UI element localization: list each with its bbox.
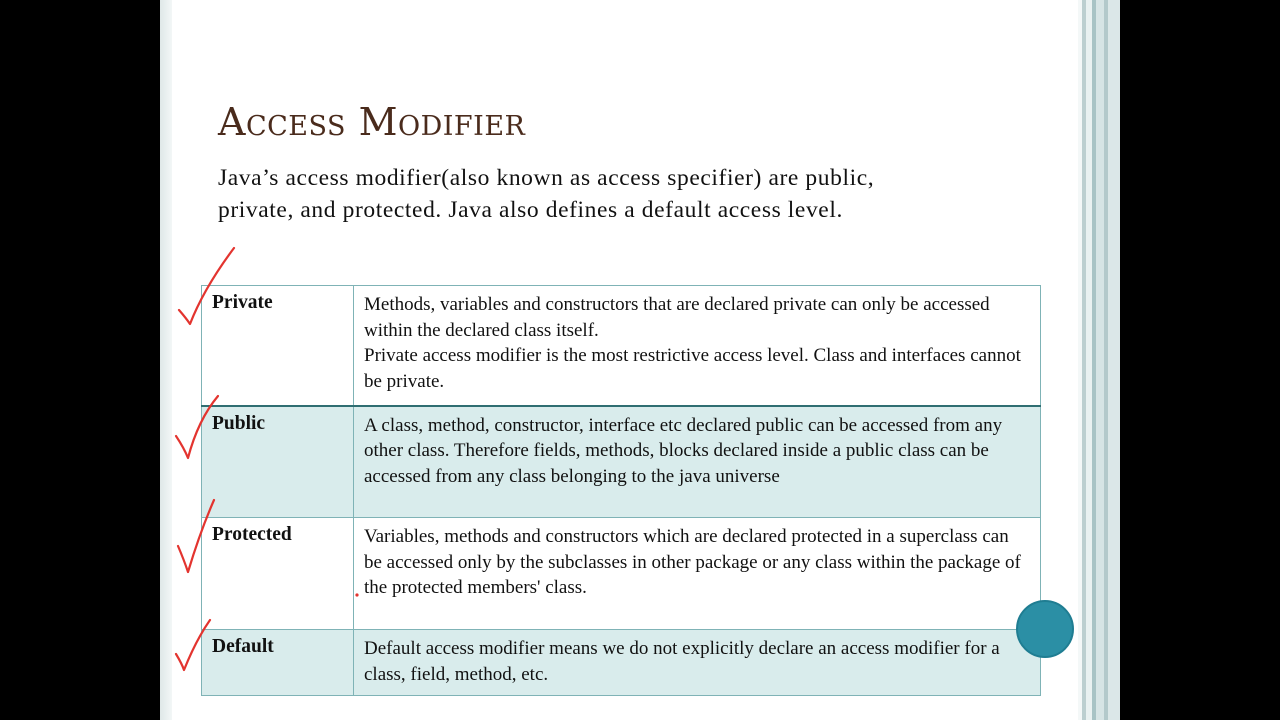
row-desc-default-line-1: Default access modifier means we do not explicitly declare an access modifier for a class, field, method, etc. [364,638,1000,685]
slide-title: Access Modifier [218,100,526,144]
table-row-private [202,286,1041,406]
row-desc-private [354,286,1041,406]
row-desc-public-line-1: A class, method, constructor, interface etc declared public can be accessed from any other class. Therefore fields, methods, blocks declared inside a public class can be accessed from any class belonging to the java universe [364,414,1003,487]
row-name-private: Private [202,286,354,406]
row-desc-protected [354,518,1041,630]
row-desc-protected-line-1: Variables, methods and constructors which are declared protected in a superclass can be accessed only by the subclasses in other package or any class within the package of the protected members' class. [364,526,1021,598]
slide-frame-left [160,0,172,720]
row-name-public: Public [202,406,354,518]
slide [160,0,1120,720]
row-name-protected: Protected [202,518,354,630]
row-desc-private-line-2: Private access modifier is the most restrictive access level. Class and interfaces cannot be private. [364,345,1021,392]
row-desc-private-line-1: Methods, variables and constructors that are declared private can only be accessed within the declared class itself. [364,294,990,341]
row-name-default: Default [202,630,354,696]
row-desc-default [354,630,1041,696]
slide-frame-right [1078,0,1120,720]
circle-nav-icon[interactable] [1016,600,1074,658]
access-modifier-table [201,285,1041,696]
table-row-default [202,630,1041,696]
row-desc-public [354,406,1041,518]
table-row-protected [202,518,1041,630]
intro-paragraph: Java’s access modifier(also known as access specifier) are public, private, and protected. Java also defines a default access level. [218,165,875,223]
table-row-public [202,406,1041,518]
